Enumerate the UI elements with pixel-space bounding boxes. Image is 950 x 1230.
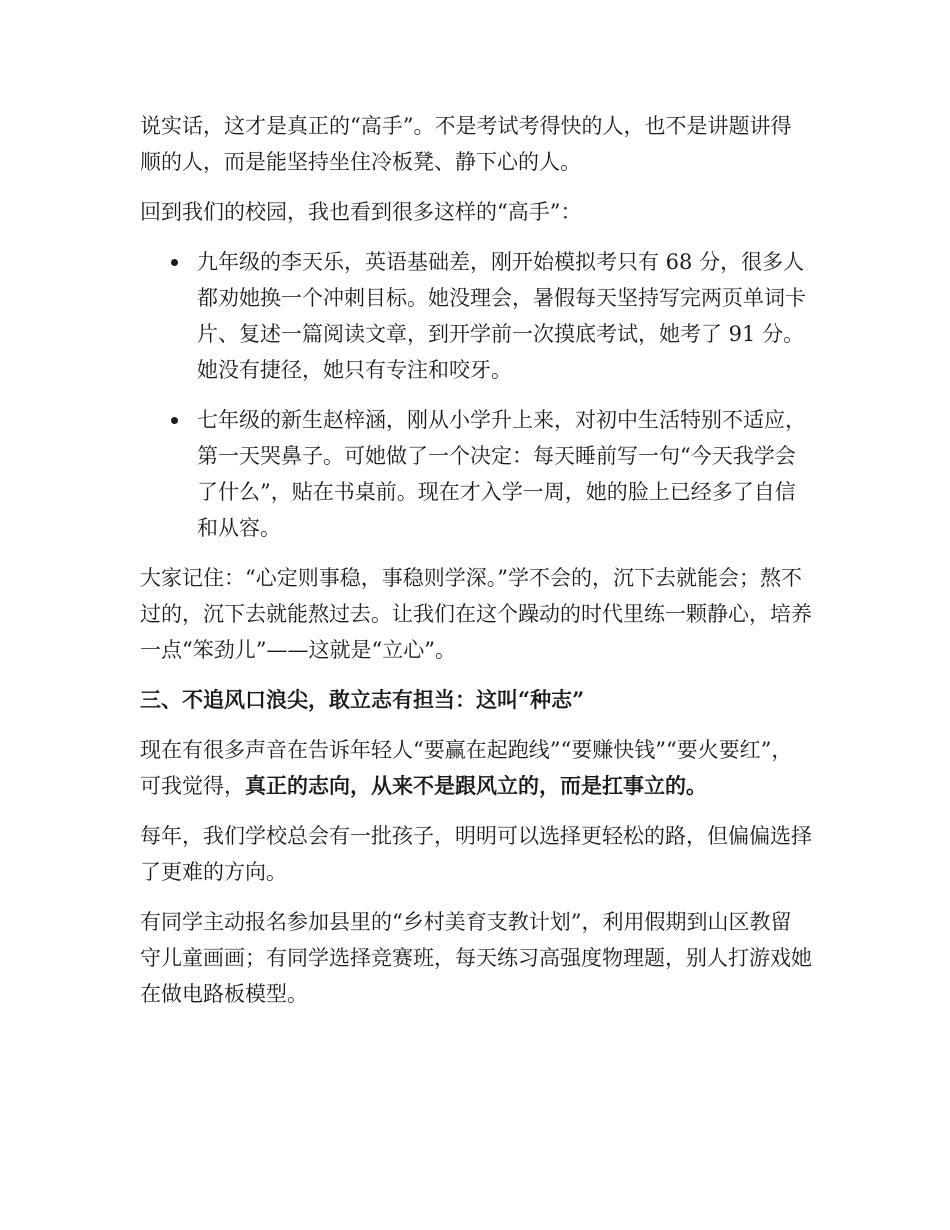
paragraph-masters: 说实话，这才是真正的“高手”。不是考试考得快的人，也不是讲题讲得顺的人，而是能坚持坐住冷板凳、静下心的人。 [140,114,792,174]
paragraph-ambition [140,732,812,804]
bullet-icon [171,417,178,424]
list-item [197,402,812,546]
list-item [197,244,812,388]
paragraph-campus: 回到我们的校园，我也看到很多这样的“高手”： [140,200,582,224]
document-page [140,108,812,1026]
examples-list [140,244,812,546]
paragraph-steady-mind: 大家记住：“心定则事稳，事稳则学深。”学不会的，沉下去就能会；熬不过的，沉下去就能熬过去。让我们在这个躁动的时代里练一颗静心，培养一点“笨劲儿”——这就是“立心”。 [140,566,812,662]
paragraph-ambition-text: 现在有很多声音在告诉年轻人“要赢在起跑线”“要赚快钱”“要火要红”，可我觉得， [140,738,793,798]
list-item-text: 九年级的李天乐，英语基础差，刚开始模拟考只有 68 分，很多人都劝她换一个冲刺目标。她没理会，暑假每天坚持写完两页单词卡片、复述一篇阅读文章，到开学前一次摸底考试，她考了 91 分。她没有捷径，她只有专注和咬牙。 [197,250,806,382]
paragraph-harder-path: 每年，我们学校总会有一批孩子，明明可以选择更轻松的路，但偏偏选择了更难的方向。 [140,824,812,884]
list-item-text: 七年级的新生赵梓涵，刚从小学升上来，对初中生活特别不适应，第一天哭鼻子。可她做了一个决定：每天睡前写一句“今天我学会了什么”，贴在书桌前。现在才入学一周，她的脸上已经多了自信和从容。 [197,408,806,540]
paragraph-ambition-emphasis: 真正的志向，从来不是跟风立的，而是扛事立的。 [245,773,707,798]
bullet-icon [171,259,178,266]
section-heading: 三、不追风口浪尖，敢立志有担当：这叫“种志” [140,687,585,712]
paragraph-examples: 有同学主动报名参加县里的“乡村美育支教计划”，利用假期到山区教留守儿童画画；有同学选择竞赛班，每天练习高强度物理题，别人打游戏她在做电路板模型。 [140,910,812,1006]
